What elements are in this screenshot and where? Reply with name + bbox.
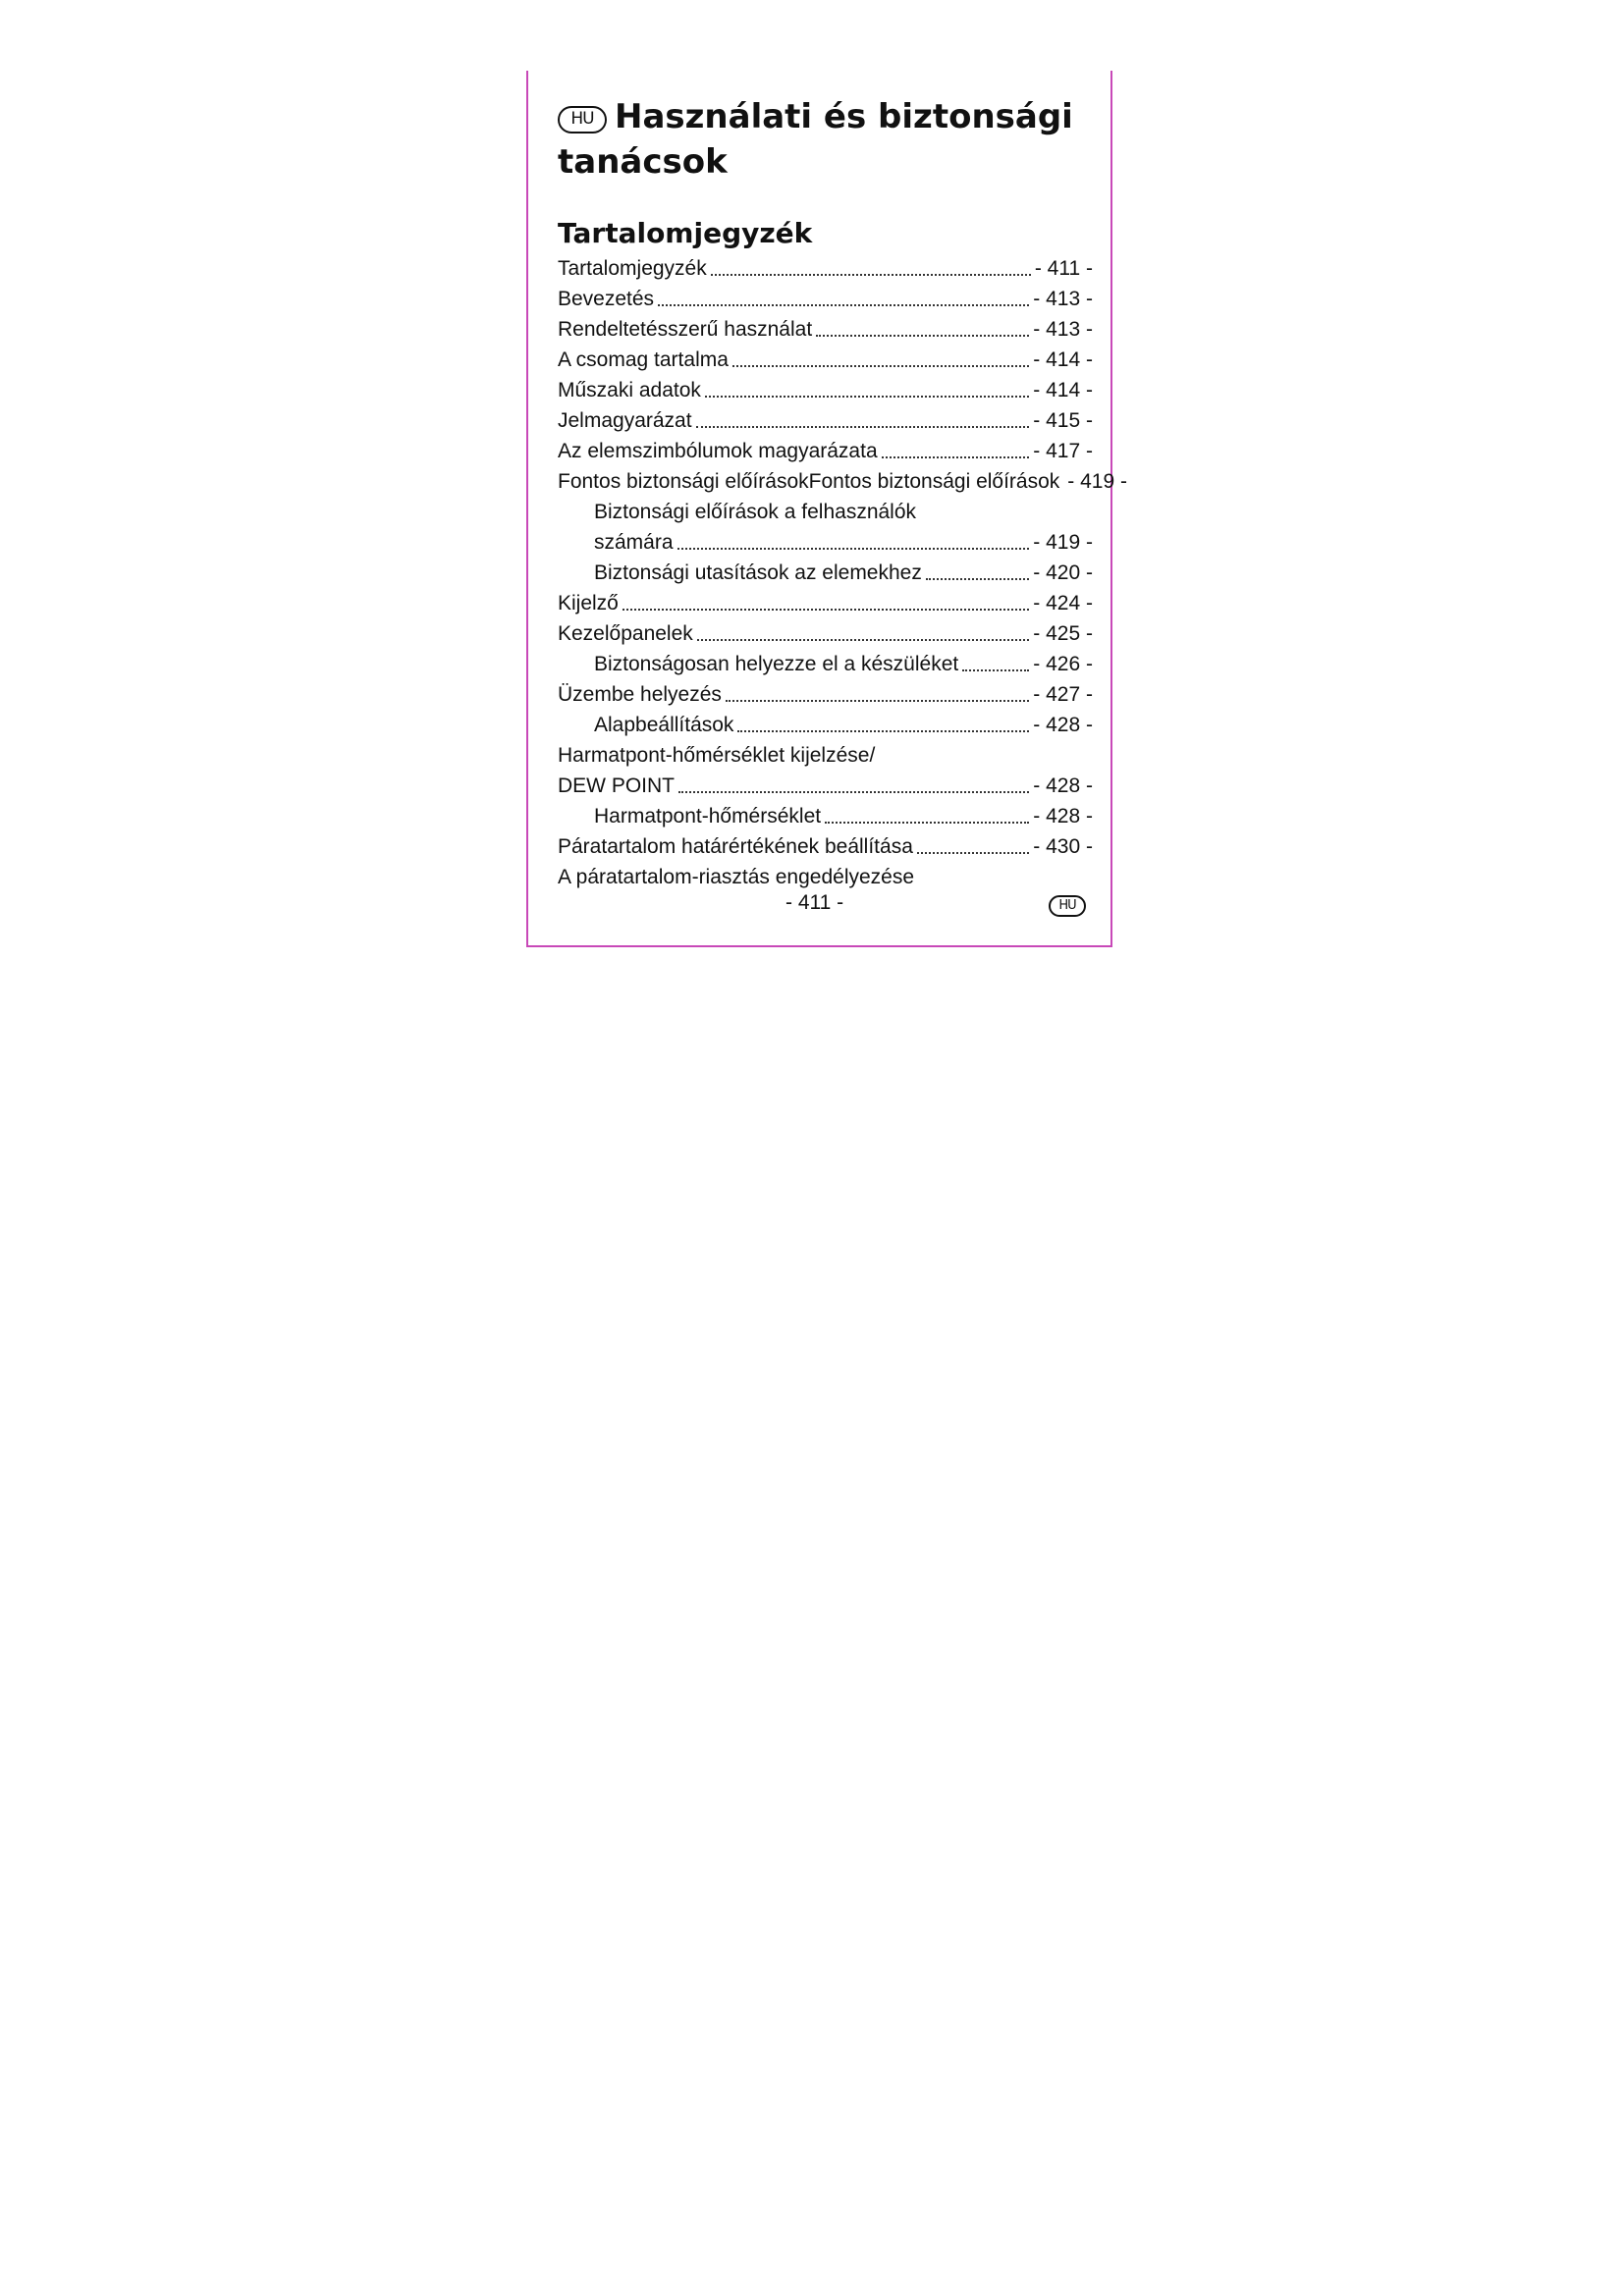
toc-entry-label: Páratartalom határértékének beállítása	[558, 835, 913, 858]
toc-entry-page: - 413 -	[1033, 288, 1093, 310]
toc-entry-page: - 417 -	[1033, 440, 1093, 462]
page-number: - 411 -	[785, 891, 844, 914]
toc-entry-label: Harmatpont-hőmérséklet kijelzése/	[558, 744, 876, 767]
toc-entry[interactable]	[558, 679, 1093, 710]
toc-entry[interactable]	[558, 862, 1093, 892]
toc-entry[interactable]	[558, 253, 1093, 284]
toc-leader-dots	[705, 395, 1029, 398]
toc-leader-dots	[726, 699, 1029, 702]
toc-leader-dots	[658, 303, 1029, 306]
toc-leader-dots	[732, 364, 1029, 367]
toc-entry-label: A páratartalom-riasztás engedélyezése	[558, 866, 915, 888]
toc-entry-label: számára	[594, 531, 674, 554]
toc-entry-page: - 411 -	[1034, 257, 1093, 280]
toc-entry-page: - 419 -	[1067, 470, 1127, 493]
toc-entry[interactable]	[558, 497, 1093, 527]
toc-entry-page: - 426 -	[1033, 653, 1093, 675]
toc-entry[interactable]	[558, 405, 1093, 436]
toc-entry-page: - 427 -	[1033, 683, 1093, 706]
toc-leader-dots	[917, 851, 1029, 854]
toc-entry-page: - 413 -	[1033, 318, 1093, 341]
toc-entry[interactable]	[558, 284, 1093, 314]
toc-heading: Tartalomjegyzék	[558, 217, 813, 249]
toc-entry-label: Harmatpont-hőmérséklet	[594, 805, 822, 828]
toc-entry-label: Műszaki adatok	[558, 379, 701, 401]
toc-entry-label: A csomag tartalma	[558, 348, 729, 371]
toc-entry-label: Bevezetés	[558, 288, 655, 310]
toc-entry-label: Az elemszimbólumok magyarázata	[558, 440, 878, 462]
toc-leader-dots	[737, 729, 1029, 732]
toc-entry-page: - 428 -	[1033, 805, 1093, 828]
toc-leader-dots	[697, 638, 1030, 641]
toc-entry[interactable]	[558, 740, 1093, 771]
toc-leader-dots	[816, 334, 1029, 337]
toc-entry[interactable]	[558, 831, 1093, 862]
toc-entry[interactable]	[558, 375, 1093, 405]
toc-entry[interactable]	[558, 558, 1093, 588]
toc-entry-page: - 419 -	[1033, 531, 1093, 554]
page-title-text: Használati és biztonsági tanácsok	[558, 97, 1073, 182]
toc-entry-page: - 414 -	[1033, 379, 1093, 401]
language-badge-small-icon: HU	[1049, 895, 1086, 917]
toc-entry[interactable]	[558, 588, 1093, 618]
toc-entry-label: Rendeltetésszerű használat	[558, 318, 813, 341]
language-badge-icon: HU	[558, 106, 607, 133]
toc-entry-label: Alapbeállítások	[594, 714, 734, 736]
toc-entry[interactable]	[558, 771, 1093, 801]
toc-entry[interactable]	[558, 345, 1093, 375]
toc-entry-label: DEW POINT	[558, 774, 675, 797]
toc-entry-page: - 415 -	[1033, 409, 1093, 432]
toc-entry[interactable]	[558, 649, 1093, 679]
toc-entry-page: - 414 -	[1033, 348, 1093, 371]
toc-entry-page: - 428 -	[1033, 774, 1093, 797]
toc-entry-label: Tartalomjegyzék	[558, 257, 707, 280]
toc-leader-dots	[623, 608, 1029, 611]
toc-entry[interactable]	[558, 618, 1093, 649]
toc-entry-label: Kijelző	[558, 592, 619, 614]
page-title	[558, 94, 1088, 185]
toc-entry[interactable]	[558, 710, 1093, 740]
toc-entry-page: - 420 -	[1033, 561, 1093, 584]
toc-leader-dots	[678, 790, 1029, 793]
toc-entry-label: Jelmagyarázat	[558, 409, 692, 432]
toc-entry-label: Biztonsági előírások a felhasználók	[594, 501, 917, 523]
toc-leader-dots	[677, 547, 1030, 550]
manual-page	[526, 71, 1127, 947]
toc-entry-label: Fontos biztonsági előírásokFontos biztonsági előírások	[558, 470, 1060, 493]
table-of-contents	[558, 253, 1127, 892]
toc-entry[interactable]	[558, 801, 1093, 831]
toc-leader-dots	[962, 668, 1029, 671]
toc-entry-label: Kezelőpanelek	[558, 622, 693, 645]
toc-entry-page: - 428 -	[1033, 714, 1093, 736]
toc-entry[interactable]	[558, 527, 1093, 558]
toc-leader-dots	[825, 821, 1029, 824]
toc-leader-dots	[711, 273, 1031, 276]
toc-entry-page: - 424 -	[1033, 592, 1093, 614]
toc-entry-label: Üzembe helyezés	[558, 683, 722, 706]
toc-entry-label: Biztonságosan helyezze el a készüléket	[594, 653, 959, 675]
toc-entry[interactable]	[558, 314, 1093, 345]
toc-leader-dots	[882, 455, 1030, 458]
toc-entry[interactable]	[558, 466, 1127, 497]
toc-leader-dots	[696, 425, 1030, 428]
toc-entry-label: Biztonsági utasítások az elemekhez	[594, 561, 922, 584]
toc-entry-page: - 430 -	[1033, 835, 1093, 858]
toc-leader-dots	[926, 577, 1029, 580]
toc-entry-page: - 425 -	[1033, 622, 1093, 645]
toc-entry[interactable]	[558, 436, 1093, 466]
